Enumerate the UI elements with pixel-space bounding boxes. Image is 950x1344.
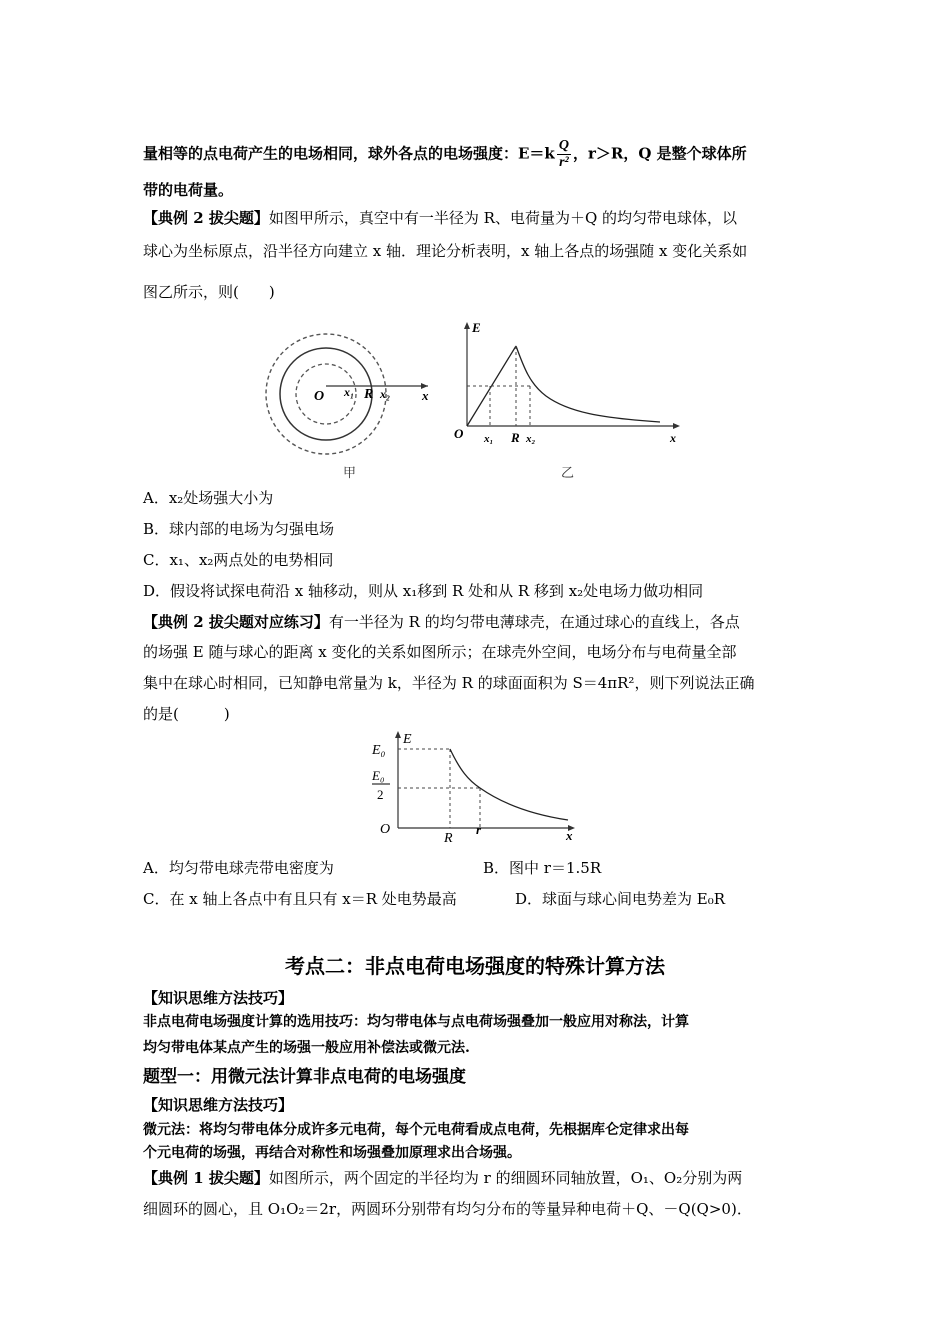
example2-option-d: D．假设将试探电荷沿 x 轴移动，则从 x₁移到 R 处和从 R 移到 x₂处电场力做功相同 [143,582,704,600]
type1-heading: 题型一：用微元法计算非点电荷的电场强度 [143,1067,466,1087]
label-O: O [380,822,391,837]
practice-tag: 【典例 2 拔尖题对应练习】 [143,613,329,631]
label-r: r [476,822,482,837]
label-x: x [422,388,429,403]
coulomb-fraction [557,138,571,171]
tip-line-3: 微元法：将均匀带电体分成许多元电荷，每个元电荷看成点电荷，先根据库仑定律求出每 [143,1122,689,1138]
label-R: R [364,387,374,402]
fraction-numerator: Q [558,138,569,153]
practice-options-ab [143,858,813,878]
field-curve [450,749,568,820]
intro-text-pre: 量相等的点电荷产生的电场相同，球外各点的电场强度：E＝k [143,144,555,163]
label-E: E [472,320,481,335]
example1-tag: 【典例 1 拔尖题】 [143,1169,269,1187]
label-E0-half-num: E₀ [372,768,385,783]
example2-text-1: 如图甲所示，真空中有一半径为 R、电荷量为＋Q 的均匀带电球体，以 [268,209,738,227]
example2-option-c: C．x₁、x₂两点处的电势相同 [143,551,334,569]
label-x1: x₁ [344,385,355,399]
figure-yi [450,318,685,448]
label-x2: x₂ [526,433,536,445]
label-E0: E₀ [372,743,386,758]
label-x2: x₂ [380,387,391,401]
practice-line-4: 的是( ) [143,705,230,723]
practice-line-1 [143,612,813,632]
practice-text-1: 有一半径为 R 的均匀带电薄球壳，在通过球心的直线上，各点 [328,613,740,631]
intro-text-post: ，r＞R，Q 是整个球体所 [572,144,747,163]
example2-tag: 【典例 2 拔尖题】 [143,209,269,227]
e-axis-arrow [464,322,470,329]
tip-line-2: 均匀带电体某点产生的场强一般应用补偿法或微元法. [143,1040,470,1056]
intro-line-2: 带的电荷量。 [143,181,234,199]
example2-line-2: 球心为坐标原点，沿半径方向建立 x 轴．理论分析表明，x 轴上各点的场强随 x 变化关系如 [143,242,748,260]
x-axis-arrow [673,423,680,429]
sphere-circle [280,348,372,440]
practice-option-c: C．在 x 轴上各点中有且只有 x＝R 处电势最高 [143,890,457,908]
practice-line-3: 集中在球心时相同，已知静电常量为 k，半径为 R 的球面面积为 S＝4πR²，则下列说法正确 [143,674,755,692]
figure-jia-caption: 甲 [343,466,357,481]
example2-option-a: A．x₂处场强大小为 [143,489,274,507]
tip-label-1: 【知识思维方法技巧】 [143,989,294,1007]
label-x: x [566,828,573,843]
label-O: O [454,426,464,441]
label-R: R [444,831,453,846]
e-axis-arrow [395,731,401,738]
tip-label-2: 【知识思维方法技巧】 [143,1096,294,1114]
practice-option-d: D．球面与球心间电势差为 E₀R [515,890,726,908]
tip-line-4: 个元电荷的场强，再结合对称性和场强叠加原理求出合场强。 [143,1145,521,1161]
practice-option-a: A．均匀带电球壳带电密度为 [143,859,334,877]
example2-line-1 [143,208,813,228]
label-R: R [511,430,520,445]
practice-figure [368,728,583,846]
figure-jia [260,318,440,458]
figure-yi-caption: 乙 [561,466,575,481]
fraction-denominator: r² [559,155,569,170]
label-E0-half-den: 2 [377,787,384,802]
practice-line-2: 的场强 E 随与球心的距离 x 变化的关系如图所示；在球壳外空间，电场分布与电荷量全部 [143,643,737,661]
label-O: O [314,389,325,404]
label-x: x [670,431,676,445]
tip-line-1: 非点电荷电场强度计算的选用技巧：均匀带电体与点电荷场强叠加一般应用对称法，计算 [143,1014,689,1030]
label-E: E [403,732,412,747]
section-title: 考点二：非点电荷电场强度的特殊计算方法 [285,954,665,978]
intro-line-1 [143,138,813,171]
label-x1: x₁ [484,433,494,445]
outer-field-curve [516,346,660,422]
example1-line-2: 细圆环的圆心，且 O₁O₂＝2r，两圆环分别带有均匀分布的等量异种电荷＋Q、－Q(Q>0)． [143,1200,752,1218]
example1-line-1 [143,1168,813,1188]
practice-options-cd [143,889,813,909]
example2-line-3: 图乙所示，则( ) [143,283,275,301]
example2-option-b: B．球内部的电场为匀强电场 [143,520,335,538]
practice-option-b: B．图中 r＝1.5R [483,859,602,877]
example1-text-1: 如图所示，两个固定的半径均为 r 的细圆环同轴放置，O₁、O₂分别为两 [268,1169,743,1187]
